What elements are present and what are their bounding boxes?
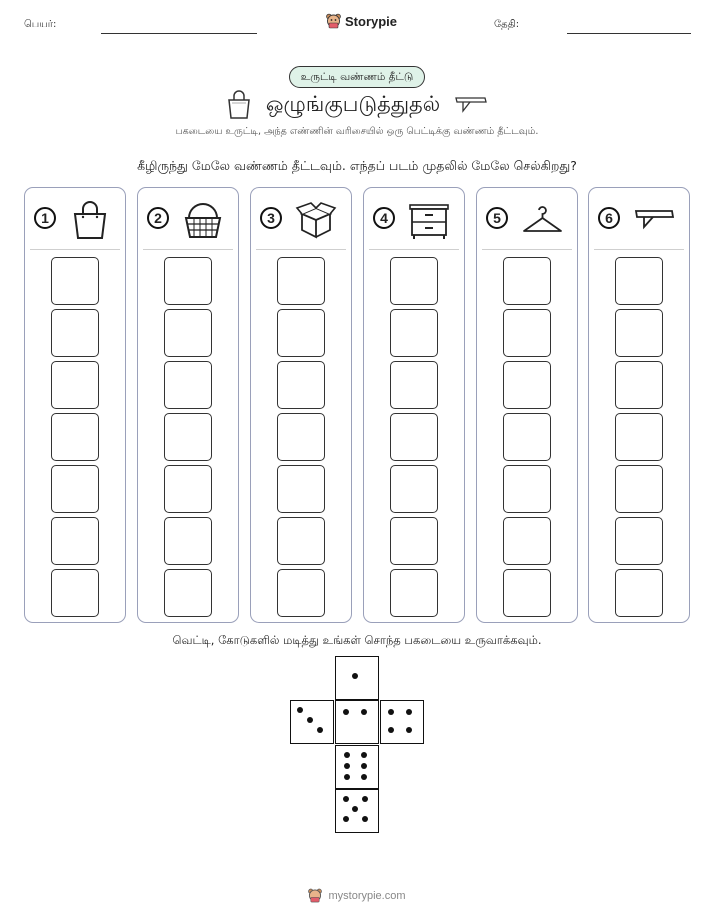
dice-face-6 <box>335 745 379 789</box>
nightstand-icon <box>407 198 451 242</box>
column-number: 3 <box>260 207 282 229</box>
dice-face-1 <box>335 656 379 700</box>
shopping-bag-icon <box>68 198 112 242</box>
column-divider <box>369 249 459 250</box>
column-number: 4 <box>373 207 395 229</box>
color-box[interactable] <box>615 309 663 357</box>
column-6 <box>588 187 690 623</box>
open-box-icon <box>294 198 338 242</box>
dice-face-3 <box>290 700 334 744</box>
bear-mascot-icon <box>326 13 341 29</box>
color-box[interactable] <box>615 569 663 617</box>
name-line[interactable] <box>101 33 257 34</box>
color-box[interactable] <box>503 257 551 305</box>
color-box[interactable] <box>164 361 212 409</box>
column-divider <box>143 249 233 250</box>
page-title: ஒழுங்குபடுத்துதல் <box>265 91 441 116</box>
color-box[interactable] <box>390 569 438 617</box>
color-box[interactable] <box>503 465 551 513</box>
logo <box>326 13 397 29</box>
color-box[interactable] <box>615 413 663 461</box>
column-2 <box>137 187 239 623</box>
color-box[interactable] <box>277 569 325 617</box>
wall-shelf-icon <box>632 198 676 242</box>
color-box[interactable] <box>503 413 551 461</box>
dice-net[interactable] <box>290 656 424 834</box>
cut-fold-note: வெட்டி, கோடுகளில் மடித்து உங்கள் சொந்த பகடையை உருவாக்கவும். <box>172 633 542 647</box>
column-number: 2 <box>147 207 169 229</box>
color-box[interactable] <box>390 257 438 305</box>
color-box[interactable] <box>277 517 325 565</box>
wall-shelf-icon <box>454 94 488 116</box>
color-box[interactable] <box>390 517 438 565</box>
instruction: கீழிருந்து மேலே வண்ணம் தீட்டவும். எந்தப் படம் முதலில் மேலே செல்கிறது? <box>137 158 577 173</box>
hanger-icon <box>520 198 564 242</box>
color-box[interactable] <box>390 361 438 409</box>
column-5 <box>476 187 578 623</box>
activity-pill: உருட்டி வண்ணம் தீட்டு <box>289 66 425 88</box>
column-number: 5 <box>486 207 508 229</box>
column-number: 1 <box>34 207 56 229</box>
color-box[interactable] <box>51 361 99 409</box>
color-box[interactable] <box>615 517 663 565</box>
subtitle: பகடையை உருட்டி, அந்த எண்ணின் வரிசையில் ஒரு பெட்டிக்கு வண்ணம் தீட்டவும். <box>175 126 539 137</box>
color-box[interactable] <box>277 257 325 305</box>
column-divider <box>482 249 572 250</box>
color-box[interactable] <box>503 517 551 565</box>
dice-face-4 <box>380 700 424 744</box>
column-number: 6 <box>598 207 620 229</box>
logo-text: Storypie <box>345 13 398 29</box>
column-divider <box>30 249 120 250</box>
color-box[interactable] <box>164 257 212 305</box>
color-box[interactable] <box>615 361 663 409</box>
color-box[interactable] <box>51 309 99 357</box>
color-box[interactable] <box>164 517 212 565</box>
date-line[interactable] <box>567 33 691 34</box>
column-divider <box>594 249 684 250</box>
dice-face-2 <box>335 700 379 744</box>
color-box[interactable] <box>51 413 99 461</box>
color-box[interactable] <box>503 309 551 357</box>
color-box[interactable] <box>615 465 663 513</box>
color-box[interactable] <box>277 309 325 357</box>
column-1 <box>24 187 126 623</box>
footer <box>0 888 714 903</box>
column-3 <box>250 187 352 623</box>
color-box[interactable] <box>51 257 99 305</box>
color-box[interactable] <box>277 465 325 513</box>
color-box[interactable] <box>390 309 438 357</box>
color-box[interactable] <box>277 361 325 409</box>
name-label: பெயர்: <box>24 19 57 30</box>
basket-icon <box>181 198 225 242</box>
color-box[interactable] <box>503 361 551 409</box>
column-4 <box>363 187 465 623</box>
color-box[interactable] <box>164 465 212 513</box>
color-box[interactable] <box>503 569 551 617</box>
column-divider <box>256 249 346 250</box>
footer-link[interactable]: mystorypie.com <box>328 889 406 902</box>
color-box[interactable] <box>164 309 212 357</box>
shopping-bag-icon <box>226 90 252 120</box>
color-box[interactable] <box>164 413 212 461</box>
color-box[interactable] <box>390 465 438 513</box>
date-label: தேதி: <box>494 19 520 30</box>
color-box[interactable] <box>51 517 99 565</box>
color-box[interactable] <box>164 569 212 617</box>
color-box[interactable] <box>51 465 99 513</box>
bear-mascot-icon <box>308 888 322 903</box>
color-box[interactable] <box>277 413 325 461</box>
color-box[interactable] <box>51 569 99 617</box>
color-box[interactable] <box>615 257 663 305</box>
color-box[interactable] <box>390 413 438 461</box>
title-row <box>0 90 714 120</box>
dice-face-5 <box>335 789 379 833</box>
